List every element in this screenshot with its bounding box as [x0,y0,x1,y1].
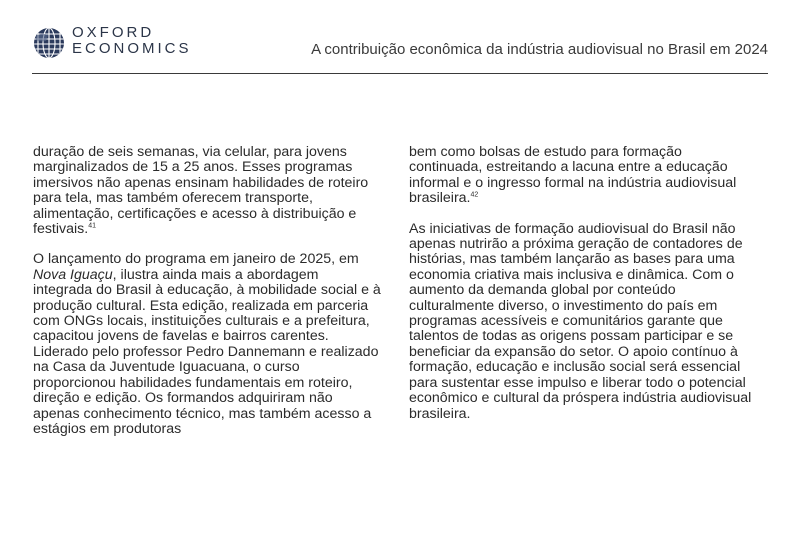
text-column-left [33,145,381,452]
oxford-economics-logo [32,26,192,66]
paragraph [33,252,381,437]
footnote-ref[interactable]: 41 [88,222,96,230]
paragraph-text: , ilustra ainda mais a abordagem integrada do Brasil à educação, à mobilidade social e à produção cultural. Esta edição, realizada em parceria com ONGs locais, instituições culturais e a prefeitura, capacitou jovens de favelas e bairros carentes. Liderado pelo professor Pedro Dannemann e realizado na Casa da Juventude Iguacuana, o curso proporcionou habilidades fundamentais em roteiro, direção e edição. Os formandos adquiriram não apenas conhecimento técnico, mas também acesso a estágios em produtoras [33,266,381,437]
paragraph-text: O lançamento do programa em janeiro de 2025, em [33,251,359,268]
logo-wordmark [72,25,192,57]
document-title: A contribuição econômica da indústria audiovisual no Brasil em 2024 [311,41,768,58]
paragraph-text: duração de seis semanas, via celular, para jovens marginalizados de 15 a 25 anos. Esses programas imersivos não apenas ensinam habilidades de roteiro para tela, mas também oferecem transporte, alimentação, certificações e acesso à distribuição e festivais. [33,144,369,238]
page-header [32,26,768,74]
header-divider [32,73,768,74]
paragraph [409,222,757,422]
paragraph [33,145,381,237]
text-column-right [409,145,757,437]
place-name: Nova Iguaçu [33,266,113,283]
paragraph-text: bem como bolsas de estudo para formação continuada, estreitando a lacuna entre a educação informal e o ingresso formal na indústria audiovisual brasileira. [409,144,737,207]
globe-icon [32,26,66,60]
paragraph [409,145,757,207]
paragraph-text: As iniciativas de formação audiovisual do Brasil não apenas nutrirão a próxima geração de contadores de histórias, mas também lançarão as bases para uma economia criativa mais inclusiva e dinâmica. Com o aumento da demanda global por conteúdo culturalmente diverso, o investimento do país em programas acessíveis e comunitários garante que talentos de todas as origens possam participar e se beneficiar da expansão do setor. O apoio contínuo à formação, educação e inclusão social será essencial para sustentar esse impulso e liberar todo o potencial econômico e cultural da próspera indústria audiovisual brasileira. [409,220,752,422]
logo-line-oxford: OXFORD [72,24,155,41]
logo-line-economics: ECONOMICS [72,40,192,57]
footnote-ref[interactable]: 42 [470,191,479,199]
